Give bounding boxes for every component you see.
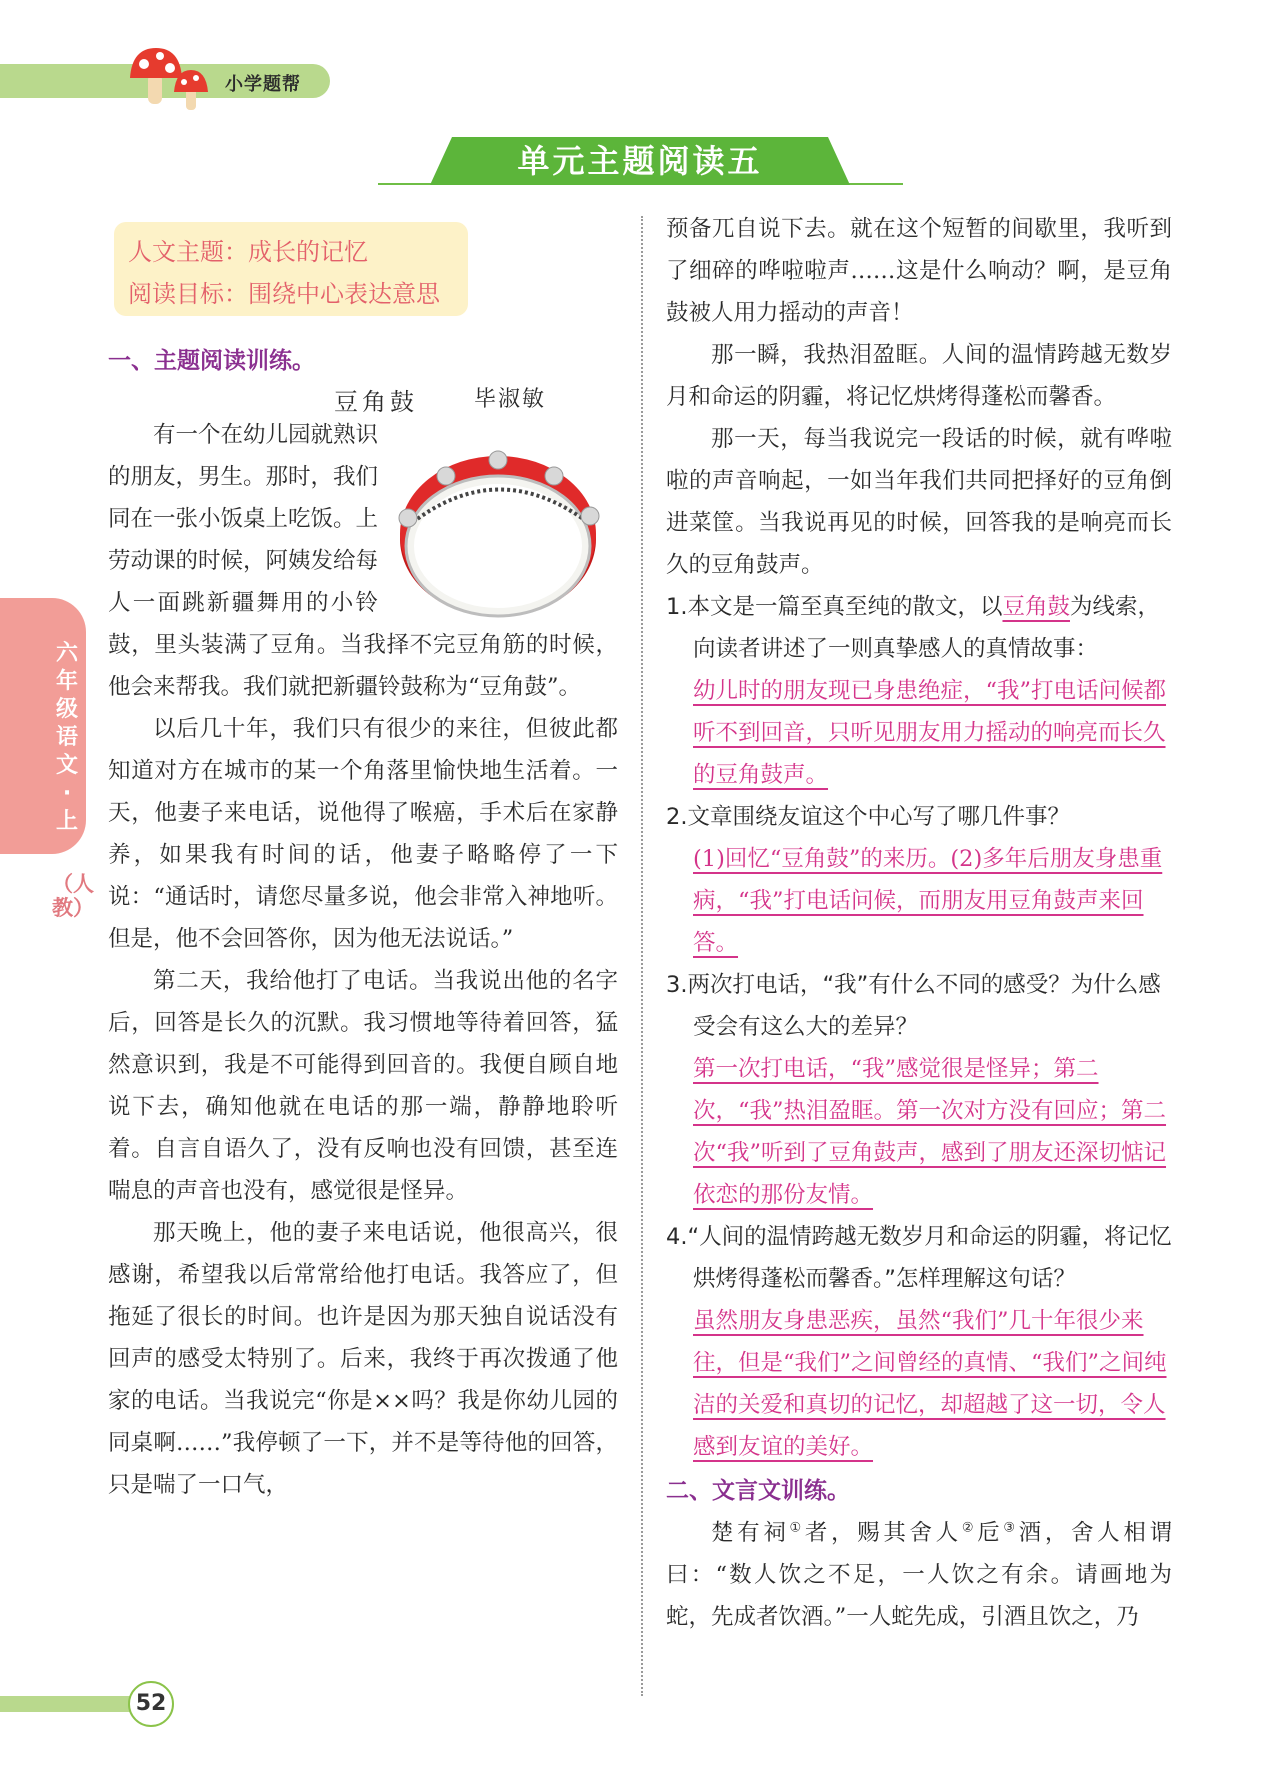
answer-2: (1)回忆“豆角鼓”的来历。(2)多年后朋友身患重病，“我”打电话问候，而朋友用豆角鼓声来回答。 [693, 846, 1163, 956]
edition-label: （人教） [52, 872, 94, 920]
article-paragraph: 预备兀自说下去。就在这个短暂的间歇里，我听到了细碎的哗啦啦声……这是什么响动？啊，是豆角鼓被人用力摇动的声音！ [666, 216, 1172, 326]
right-column [666, 208, 1172, 1638]
classical-text: 楚有祠①者，赐其舍人②卮③酒，舍人相谓曰：“数人饮之不足，一人饮之有余。请画地为蛇，先成者饮酒。”一人蛇先成，引酒且饮之，乃 [666, 1520, 1172, 1630]
reading-goal: 阅读目标：围绕中心表达意思 [128, 280, 440, 308]
mushroom-icon [128, 44, 218, 114]
section-heading-classical: 二、文言文训练。 [666, 1478, 850, 1504]
answer-1: 幼儿时的朋友现已身患绝症，“我”打电话问候都听不到回音，只听见朋友用力摇动的响亮而长久的豆角鼓声。 [693, 678, 1167, 788]
question-4: 4.“人间的温情跨越无数岁月和命运的阴霾，将记忆烘烤得蓬松而馨香。”怎样理解这句话？ [666, 1224, 1172, 1292]
article-paragraph: 以后几十年，我们只有很少的来往，但彼此都知道对方在城市的某一个角落里愉快地生活着。一天，他妻子来电话，说他得了喉癌，手术后在家静养，如果我有时间的话，他妻子略略停了一下说：“通话时，请您尽量多说，他会非常入神地听。但是，他不会回答你，因为他无法说话。” [108, 716, 618, 952]
answer-3: 第一次打电话，“我”感觉很是怪异；第二次，“我”热泪盈眶。第一次对方没有回应；第二次“我”听到了豆角鼓声，感到了朋友还深切惦记依恋的那份友情。 [693, 1056, 1167, 1208]
left-column [108, 414, 618, 1506]
unit-title: 单元主题阅读五 [517, 142, 763, 180]
brand-name: 小学题帮 [225, 74, 301, 95]
question-1: 1.本文是一篇至真至纯的散文，以豆角鼓为线索，向读者讲述了一则真挚感人的真情故事： [666, 594, 1161, 662]
article-paragraph: 那天晚上，他的妻子来电话说，他很高兴，很感谢，希望我以后常常给他打电话。我答应了，但拖延了很长的时间。也许是因为那天独自说话没有回声的感受太特别了。后来，我终于再次拨通了他家的电话。当我说完“你是××吗？我是你幼儿园的同桌啊……”我停顿了一下，并不是等待他的回答，只是喘了一口气， [108, 1220, 618, 1498]
article-author: 毕淑敏 [474, 387, 547, 412]
grade-label: 六年级语文·上 [55, 641, 78, 834]
tambourine-illustration [386, 414, 618, 624]
article-paragraph: 有一个在幼儿园就熟识的朋友，男生。那时，我们同在一张小饭桌上吃饭。上劳动课的时候，阿姨发给每人一面跳新疆舞用的小铃鼓，里头装满了豆角。当我择不完豆角筋的时候，他会来帮我。我们就把新疆铃鼓称为“豆角鼓”。 [108, 422, 618, 700]
page-number: 52 [135, 1691, 167, 1716]
article-paragraph: 那一天，每当我说完一段话的时候，就有哗啦啦的声音响起，一如当年我们共同把择好的豆角倒进菜筐。当我说再见的时候，回答我的是响亮而长久的豆角鼓声。 [666, 426, 1172, 578]
answer-4: 虽然朋友身患恶疾，虽然“我们”几十年很少来往，但是“我们”之间曾经的真情、“我们”之间纯洁的关爱和真切的记忆，却超越了这一切，令人感到友谊的美好。 [693, 1308, 1167, 1460]
section-heading-reading: 一、主题阅读训练。 [108, 348, 315, 374]
article-paragraph: 那一瞬，我热泪盈眶。人间的温情跨越无数岁月和命运的阴霾，将记忆烘烤得蓬松而馨香。 [666, 342, 1172, 410]
article-title: 豆角鼓 [334, 388, 418, 416]
question-2: 2.文章围绕友谊这个中心写了哪几件事？ [666, 804, 1070, 830]
theme-text: 人文主题：成长的记忆 [128, 238, 368, 266]
question-3: 3.两次打电话，“我”有什么不同的感受？为什么感受会有这么大的差异？ [666, 972, 1161, 1040]
article-paragraph: 第二天，我给他打了电话。当我说出他的名字后，回答是长久的沉默。我习惯地等待着回答，猛然意识到，我是不可能得到回音的。我便自顾自地说下去，确知他就在电话的那一端，静静地聆听着。自言自语久了，没有反响也没有回馈，甚至连喘息的声音也没有，感觉很是怪异。 [108, 968, 618, 1204]
answer-blank: 豆角鼓 [1002, 594, 1070, 620]
column-divider [641, 216, 643, 1696]
